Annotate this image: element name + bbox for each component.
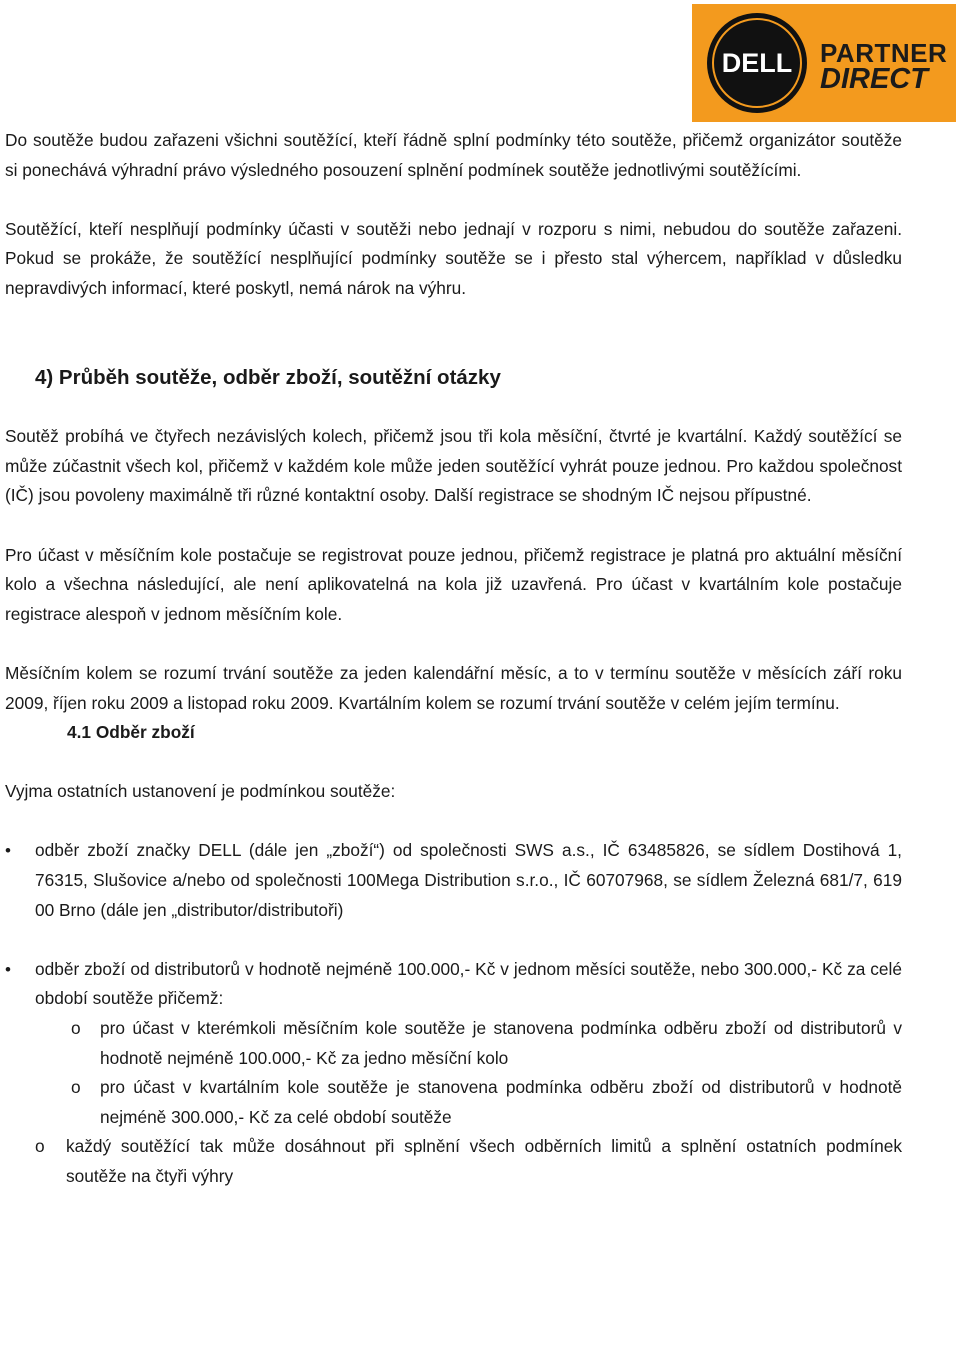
paragraph-conditions-intro: Vyjma ostatních ustanovení je podmínkou soutěže: — [5, 781, 396, 802]
sub-conditions-list — [5, 1014, 902, 1132]
list-item-text: odběr zboží od distributorů v hodnotě nejméně 100.000,- Kč v jednom měsíci soutěže, nebo 300.000,- Kč za celé období soutěže přičemž: — [35, 958, 902, 1009]
list-item — [5, 955, 902, 1133]
conditions-list-2 — [5, 955, 902, 1133]
sub-list-item: o pro účast v kterémkoli měsíčním kole soutěže je stanovena podmínka odběru zboží od distributorů v hodnotě nejméně 100.000,- Kč za jedno měsíční kolo — [5, 1014, 902, 1073]
logo-line-partner: PARTNER — [820, 38, 948, 68]
list-item: • odběr zboží značky DELL (dále jen „zboží“) od společnosti SWS a.s., IČ 63485826, se sídlem Dostihová 1, 76315, Slušovice a/nebo od společnosti 100Mega Distribution s.r.o., IČ 60707968, se sídlem Železná 681/7, 619 00 Brno (dále jen „distributor/distributoři) — [5, 836, 902, 925]
sub-list-item: o pro účast v kvartálním kole soutěže je stanovena podmínka odběru zboží od distributorů v hodnotě nejméně 300.000,- Kč za celé období soutěže — [5, 1073, 902, 1132]
section-heading: 4) Průběh soutěže, odběr zboží, soutěžní otázky — [35, 365, 501, 389]
sub-list-item: o každý soutěžící tak může dosáhnout při splnění všech odběrních limitů a splnění ostatních podmínek soutěže na čtyři výhry — [5, 1132, 902, 1191]
paragraph-registration: Pro účast v měsíčním kole postačuje se registrovat pouze jednou, přičemž registrace je platná pro aktuální měsíční kolo a všechna následující, ale není aplikovatelná na kola již uzavřená. Pro účast v kvartálním kole postačuje registrace alespoň v jednom měsíčním kole. — [5, 544, 902, 624]
paragraph-disqualification: Soutěžící, kteří nesplňují podmínky účasti v soutěži nebo jednají v rozporu s nimi, nebudou do soutěže zařazeni. Pokud se prokáže, že soutěžící nesplňující podmínky soutěže se i přesto stal výhercem, například v důsledku nepravdivých informací, které poskytl, nemá nárok na výhru. — [5, 218, 902, 298]
partner-direct-text — [820, 38, 948, 95]
dell-wordmark: DELL — [721, 48, 793, 78]
paragraph-monthly-round: Měsíčním kolem se rozumí trvání soutěže za jeden kalendářní měsíc, a to v termínu soutěže v měsících září roku 2009, říjen roku 2009 a listopad roku 2009. Kvartálním kolem se rozumí trvání soutěže v celém jejím termínu. — [5, 662, 902, 713]
paragraph-eligibility: Do soutěže budou zařazeni všichni soutěžící, kteří řádně splní podmínky této soutěže, přičemž organizátor soutěže si ponechává výhradní právo výsledného posouzení splnění podmínek soutěže jednotlivými soutěžícími. — [5, 130, 902, 180]
final-sub-list — [5, 1132, 902, 1191]
dell-partner-direct-logo — [692, 4, 956, 122]
document-body — [5, 126, 902, 1192]
conditions-list — [5, 836, 902, 925]
logo-line-direct: DIRECT — [820, 63, 928, 95]
paragraph-rounds: Soutěž probíhá ve čtyřech nezávislých kolech, přičemž jsou tři kola měsíční, čtvrté je kvartální. Každý soutěžící se může zúčastnit všech kol, přičemž v každém kole může jeden soutěžící vyhrát pouze jednou. Pro každou společnost (IČ) jsou povoleny maximálně tři různé kontaktní osoby. Další registrace se shodným IČ nejsou přípustné. — [5, 426, 902, 506]
subsection-heading: 4.1 Odběr zboží — [67, 722, 195, 743]
